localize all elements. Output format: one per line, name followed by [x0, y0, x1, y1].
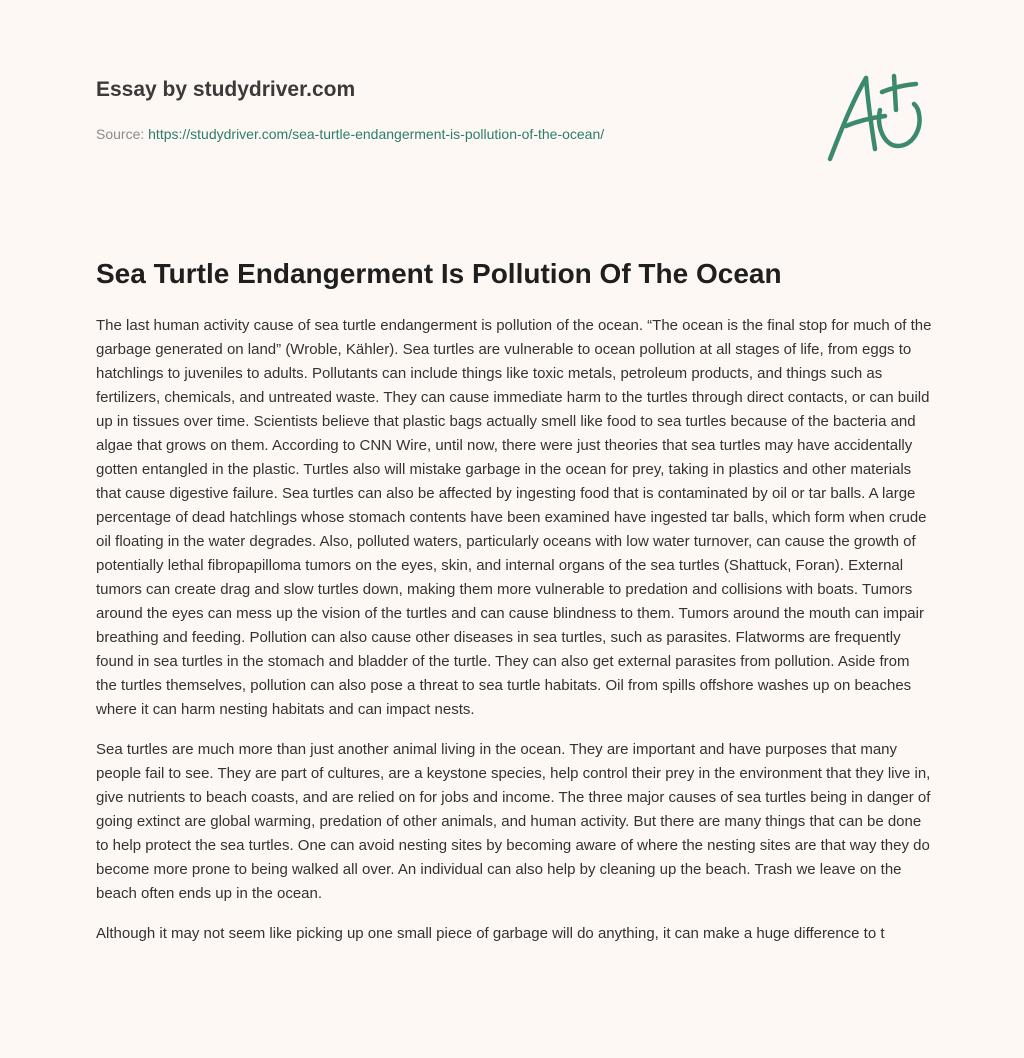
essay-title: Sea Turtle Endangerment Is Pollution Of The Ocean: [96, 258, 782, 289]
source-label: Source:: [96, 126, 145, 142]
essay-body: [96, 314, 932, 962]
paragraph: Sea turtles are much more than just another animal living in the ocean. They are important and have purposes that many people fail to see. They are part of cultures, are a keystone species, help control their prey in the environment that they live in, give nutrients to beach coasts, and are relied on for jobs and income. The three major causes of sea turtles being in danger of going extinct are global warming, predation of other animals, and human activity. But there are many things that can be done to help protect the sea turtles. One can avoid nesting sites by becoming aware of where the nesting sites are that way they do become more prone to being walked all over. An individual can also help by cleaning up the beach. Trash we leave on the beach often ends up in the ocean.: [96, 741, 931, 902]
essay-header: [96, 72, 796, 142]
a-plus-logo-icon: [822, 68, 928, 164]
brand-name: Essay by studydriver.com: [96, 78, 356, 101]
source-line: [96, 124, 604, 144]
source-link[interactable]: https://studydriver.com/sea-turtle-endangerment-is-pollution-of-the-ocean/: [148, 126, 605, 142]
paragraph: The last human activity cause of sea turtle endangerment is pollution of the ocean. “The ocean is the final stop for much of the garbage generated on land” (Wroble, Kähler). Sea turtles are vulnerable to ocean pollution at all stages of life, from eggs to hatchlings to juveniles to adults. Pollutants can include things like toxic metals, petroleum products, and things such as fertilizers, chemicals, and untreated waste. They can cause immediate harm to the turtles through direct contacts, or can build up in tissues over time. Scientists believe that plastic bags actually smell like food to sea turtles because of the bacteria and algae that grows on them. According to CNN Wire, until now, there were just theories that sea turtles may have accidentally gotten entangled in the plastic. Turtles also will mistake garbage in the ocean for prey, taking in plastics and other materials that cause digestive failure. Sea turtles can also be affected by ingesting food that is contaminated by oil or tar balls. A large percentage of dead hatchlings whose stomach contents have been examined have ingested tar balls, which form when crude oil floating in the water degrades. Also, polluted waters, particularly oceans with low water turnover, can cause the growth of potentially lethal fibropapilloma tumors on the eyes, skin, and internal organs of the sea turtles (Shattuck, Foran). External tumors can create drag and slow turtles down, making them more vulnerable to predation and collisions with boats. Tumors around the eyes can mess up the vision of the turtles and can cause blindness to them. Tumors around the mouth can impair breathing and feeding. Pollution can also cause other diseases in sea turtles, such as parasites. Flatworms are frequently found in sea turtles in the stomach and bladder of the turtle. They can also get external parasites from pollution. Aside from the turtles themselves, pollution can also pose a threat to sea turtle habitats. Oil from spills offshore washes up on beaches where it can harm nesting habitats and can impact nests.: [96, 317, 932, 718]
paragraph: Although it may not seem like picking up one small piece of garbage will do anything, it can make a huge difference to t: [96, 925, 885, 942]
